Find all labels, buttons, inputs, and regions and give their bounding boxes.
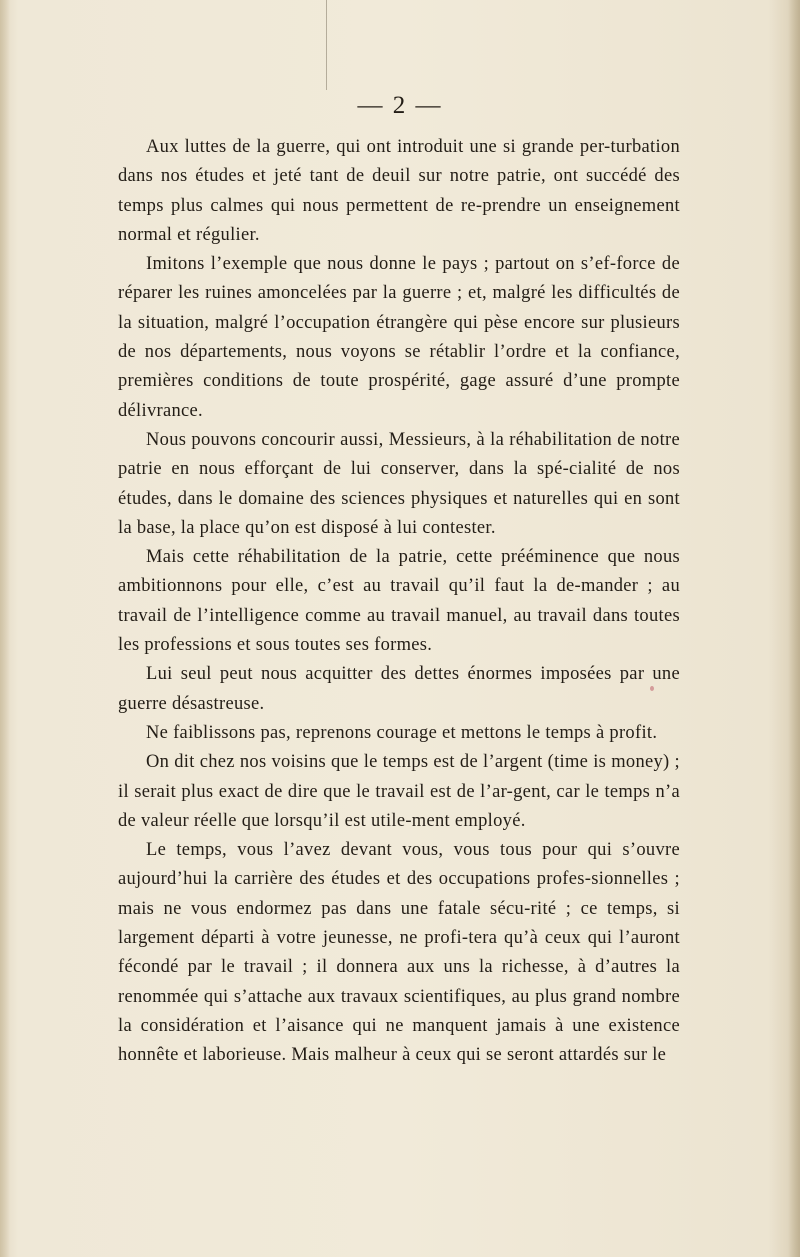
page-left-edge-shadow: [0, 0, 10, 1257]
paragraph: Nous pouvons concourir aussi, Messieurs, à la réhabilitation de notre patrie en nous efforçant de lui conserver, dans la spé-cialité de nos études, dans le domaine des sciences physiques et naturelles qui en sont la base, la place qu’on est disposé à lui contester.: [118, 429, 680, 538]
page-right-edge-shadow: [788, 0, 800, 1257]
page-number: — 2 —: [357, 92, 443, 119]
paragraph: Le temps, vous l’avez devant vous, vous tous pour qui s’ouvre aujourd’hui la carrière des études et des occupations profes-sionnelles ; mais ne vous endormez pas dans une fatale sécu-rité ; ce temps, si largement départi à votre jeunesse, ne profi-tera qu’à ceux qui l’auront fécondé par le travail ; il donnera aux uns la richesse, à d’autres la renommée qui s’attache aux travaux scientifiques, au plus grand nombre la considération et l’aisance qui ne manquent jamais à une existence honnête et laborieuse. Mais malheur à ceux qui se seront attardés sur le: [118, 840, 680, 1066]
paragraph: Imitons l’exemple que nous donne le pays ; partout on s’ef-force de réparer les ruines amoncelées par la guerre ; et, malgré les difficultés de la situation, malgré l’occupation étrangère qui pèse encore sur plusieurs de nos départements, nous voyons se rétablir l’ordre et la confiance, premières conditions de toute prospérité, gage assuré d’une prompte délivrance.: [118, 254, 680, 421]
paragraph: Lui seul peut nous acquitter des dettes énormes imposées par une guerre désastreuse.: [118, 664, 680, 714]
paragraph: Aux luttes de la guerre, qui ont introduit une si grande per-turbation dans nos études et jeté tant de deuil sur notre patrie, ont succédé des temps plus calmes qui nous permettent de re-prendre un enseignement normal et régulier.: [118, 137, 680, 245]
paper-fold-mark: [326, 0, 327, 90]
paragraph: Ne faiblissons pas, reprenons courage et mettons le temps à profit.: [146, 722, 658, 743]
paragraph: On dit chez nos voisins que le temps est de l’argent (time is money) ; il serait plus exact de dire que le travail est de l’ar-gent, car le temps n’a de valeur réelle que lorsqu’il est utile-ment employé.: [118, 752, 680, 831]
body-text: [118, 133, 680, 1071]
paragraph: Mais cette réhabilitation de la patrie, cette prééminence que nous ambitionnons pour elle, c’est au travail qu’il faut la de-mander ; au travail de l’intelligence comme au travail manuel, au travail dans toutes les professions et sous toutes ses formes.: [118, 547, 680, 656]
